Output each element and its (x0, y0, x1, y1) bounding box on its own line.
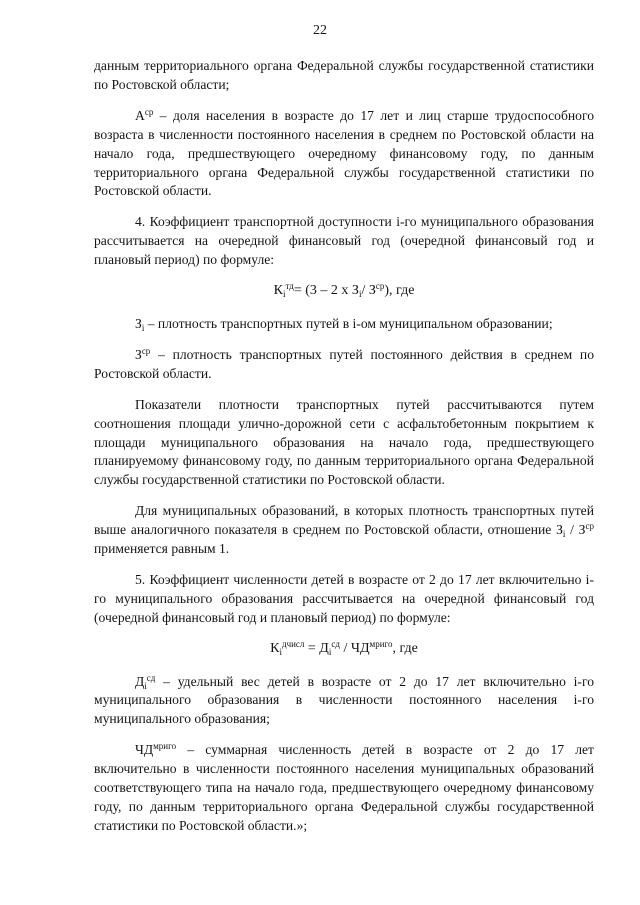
superscript: ср (375, 281, 385, 292)
superscript: мриго (369, 638, 393, 649)
paragraph (94, 673, 594, 730)
term: ЧД (135, 742, 154, 758)
paragraph (94, 502, 594, 559)
document-body (94, 57, 594, 848)
superscript: ср (141, 345, 151, 356)
definition: – плотность транспортных путей постоянного действия в среднем по Ростовской области. (94, 346, 594, 381)
text-part: применяется равным 1. (94, 541, 230, 557)
formula-symbol: К (270, 640, 280, 656)
formula-part: = Д (304, 640, 329, 656)
subscript: i (141, 322, 145, 333)
subscript: i (144, 680, 147, 691)
superscript: мриго (153, 741, 177, 752)
subscript: i (358, 289, 362, 300)
superscript: сд (146, 672, 156, 683)
formula-part: / ЧД (339, 640, 370, 656)
term: Д (135, 673, 145, 689)
superscript: ср (144, 106, 154, 117)
subscript: i (328, 646, 332, 657)
paragraph (94, 741, 594, 836)
superscript: сд (331, 638, 340, 649)
superscript: дчисл (281, 638, 305, 649)
formula (94, 282, 594, 301)
text-part: / З (565, 522, 586, 538)
paragraph (94, 315, 594, 334)
subscript: i (282, 289, 286, 300)
definition: – плотность транспортных путей в i-ом муниципальном образовании; (144, 315, 553, 331)
formula-part: = (3 – 2 х З (293, 283, 359, 299)
term: А (135, 107, 145, 123)
definition: – удельный вес детей в возрасте от 2 до 17 лет включительно i-го муниципального образования в численности постоянного населения i-го муниципального образования; (94, 673, 594, 727)
formula-part: , где (392, 640, 418, 656)
paragraph: 4. Коэффициент транспортной доступности i-го муниципального образования рассчитывается на очередной финансовый год (очередной финансовый год и плановый период) по формуле: (94, 214, 594, 268)
paragraph (94, 107, 594, 202)
paragraph: 5. Коэффициент численности детей в возрасте от 2 до 17 лет включительно i-го муниципального образования рассчитывается на очередной финансовый год (очередной финансовый год и плановый период) по формуле: (94, 571, 594, 625)
superscript: ср (585, 521, 594, 532)
definition: – доля населения в возрасте до 17 лет и лиц старше трудоспособного возраста в численности постоянного населения в среднем по Ростовской области на начало года, предшествующего очередному финансовому году, по данным территориального органа Федеральной службы государственной статистики по Ростовской области. (94, 107, 594, 199)
superscript: тд (285, 281, 294, 292)
formula-part: ), где (384, 283, 415, 299)
subscript: i (279, 646, 282, 657)
formula-symbol: К (273, 283, 283, 299)
definition: – суммарная численность детей в возрасте от 2 до 17 лет включительно в численности постоянного населения муниципальных образований соответствующего типа на начало года, предшествующего очередному финансовому году, по данным территориального органа Федеральной службы государственной статистики по Ростовской области.»; (94, 742, 594, 833)
page-number: 22 (313, 23, 327, 38)
paragraph: данным территориального органа Федеральной службы государственной статистики по Ростовской области; (94, 58, 594, 92)
term: З (135, 346, 142, 362)
text-part: Для муниципальных образований, в которых плотность транспортных путей выше аналогичного показателя в среднем по Ростовской области, отношение З (94, 503, 594, 538)
formula-part: / З (361, 283, 376, 299)
formula (94, 640, 594, 659)
term: З (135, 315, 142, 331)
paragraph: Показатели плотности транспортных путей рассчитываются путем соотношения площади улично-дорожной сети с асфальтобетонным покрытием к площади муниципального образования на начало года, предшествующего планируемому финансовому году, по данным территориального органа Федеральной службы государственной статистики по Ростовской области. (94, 396, 594, 488)
subscript: i (562, 529, 566, 540)
paragraph (94, 346, 594, 384)
